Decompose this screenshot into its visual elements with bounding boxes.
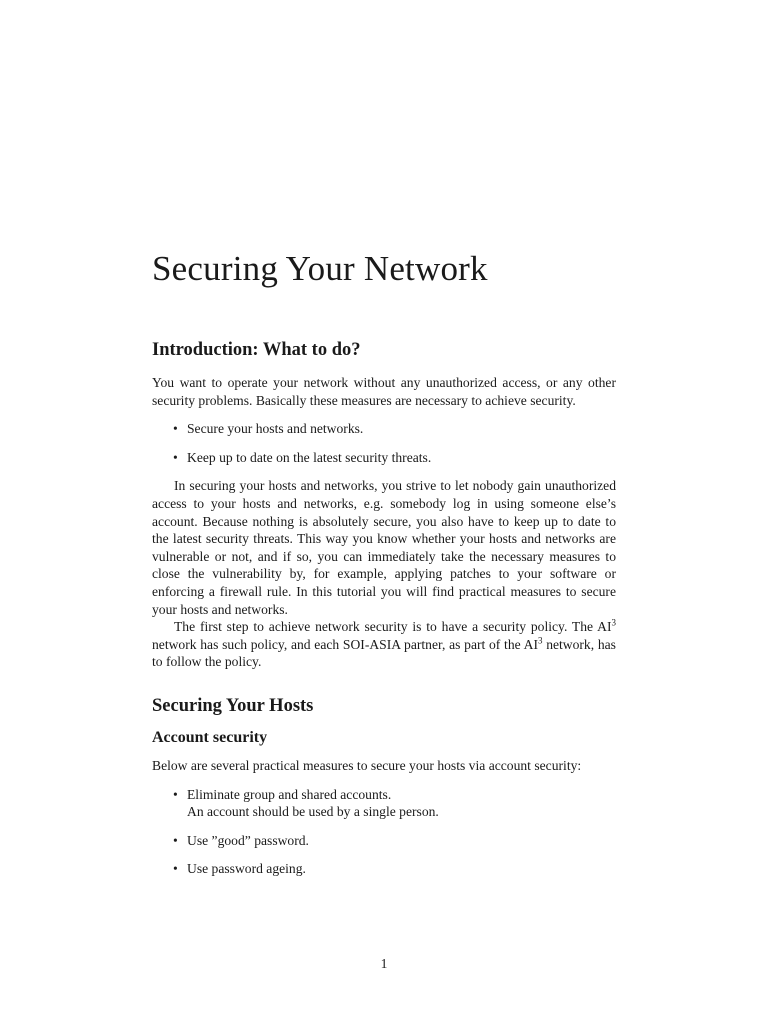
intro-paragraph: You want to operate your network without any unauthorized access, or any other security problems. Basically these measures are necessary to achieve security.	[152, 375, 616, 408]
account-security-paragraph: Below are several practical measures to secure your hosts via account security:	[152, 757, 582, 773]
bullet-icon: •	[173, 421, 178, 437]
superscript-3: 3	[537, 635, 543, 646]
list-item-text: Keep up to date on the latest security threats.	[187, 449, 432, 465]
policy-text-part-1: The first step to achieve network security is to have a security policy. The AI	[174, 619, 612, 635]
list-item-text: Use ”good” password.	[187, 832, 309, 848]
bullet-icon: •	[173, 832, 178, 848]
document-title: Securing Your Network	[152, 249, 488, 288]
account-security-bullet-list	[152, 786, 616, 878]
list-item	[152, 786, 616, 821]
list-item	[152, 832, 616, 850]
intro-bullet-list	[152, 420, 616, 466]
page-number: 1	[380, 956, 388, 971]
list-item-text: Secure your hosts and networks.	[187, 421, 364, 437]
bullet-icon: •	[173, 861, 178, 877]
list-item	[152, 860, 616, 878]
security-paragraph: In securing your hosts and networks, you strive to let nobody gain unauthorized access to your hosts and networks, e.g. somebody log in using someone else’s account. Because nothing is absolutely secure, you also have to keep up to date to the latest security threats. This way you know whether your hosts and networks are vulnerable or not, and if so, you can immediately take the necessary measures to close the vulnerability by, for example, applying patches to your software or enforcing a firewall rule. In this tutorial you will find practical measures to secure your hosts and networks.	[152, 478, 616, 617]
policy-text-part-3: network, has to follow the policy.	[152, 636, 616, 670]
list-item	[152, 449, 616, 467]
section-heading-securing-hosts: Securing Your Hosts	[152, 695, 314, 716]
list-item-text: Use password ageing.	[187, 861, 306, 877]
policy-text-part-2: network has such policy, and each SOI-ASIA partner, as part of the AI	[152, 636, 538, 652]
list-item-text: Eliminate group and shared accounts.	[187, 786, 392, 802]
section-heading-introduction: Introduction: What to do?	[152, 340, 361, 360]
bullet-icon: •	[173, 786, 178, 802]
list-item-subtext: An account should be used by a single person.	[187, 804, 439, 820]
document-page	[152, 248, 616, 878]
policy-paragraph	[152, 618, 616, 671]
superscript-3: 3	[611, 617, 616, 628]
subsection-heading-account-security: Account security	[152, 728, 268, 746]
list-item	[152, 420, 616, 438]
bullet-icon: •	[173, 449, 178, 465]
